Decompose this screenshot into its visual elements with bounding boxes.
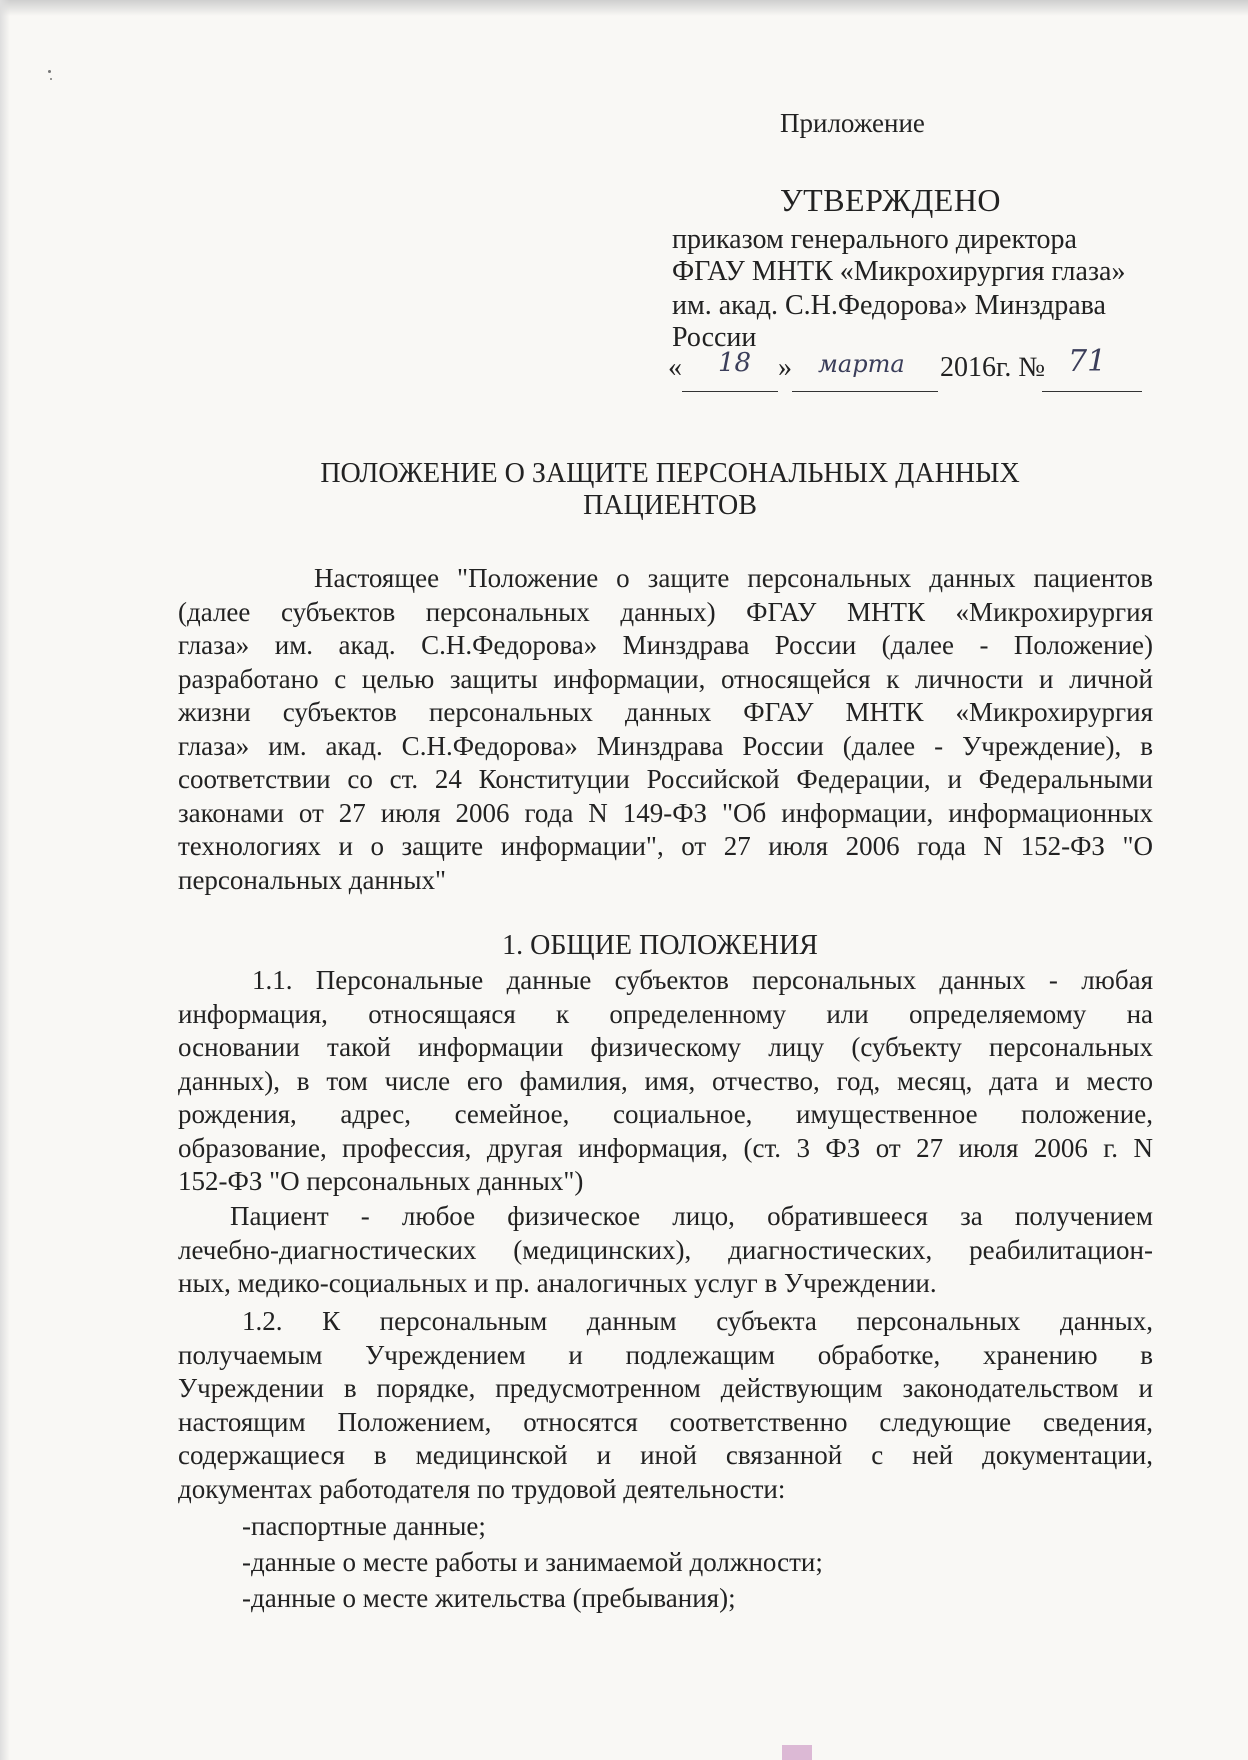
text-line: законами от 27 июля 2006 года N 149-ФЗ "Об информации, информационных xyxy=(178,797,1153,828)
list-item: -данные о месте жительства (пребывания); xyxy=(242,1583,736,1613)
patient-definition xyxy=(178,1200,1153,1301)
clause-1-2 xyxy=(178,1305,1153,1506)
approval-date-row xyxy=(668,344,1168,396)
text-line: 1.1. Персональные данные субъектов персональных данных - любая xyxy=(252,965,1153,995)
order-line: приказом генерального директора xyxy=(672,224,1077,255)
text-line: глаза» им. акад. С.Н.Федорова» Минздрава России (далее - Положение) xyxy=(178,630,1153,660)
text-line: жизни субъектов персональных данных ФГАУ МНТК «Микрохирургия xyxy=(178,697,1153,727)
text-line: информация, относящаяся к определенному или определяемому на xyxy=(178,998,1153,1029)
stamp-fragment xyxy=(782,1745,812,1760)
list-item: -паспортные данные; xyxy=(242,1511,486,1541)
text-line: Пациент - любое физическое лицо, обратившееся за получением xyxy=(230,1201,1153,1231)
appendix-label: Приложение xyxy=(780,108,925,138)
list-item: -данные о месте работы и занимаемой должности; xyxy=(242,1547,823,1577)
text-line: документах работодателя по трудовой деятельности: xyxy=(178,1473,786,1504)
date-year-number: 2016г. № xyxy=(940,352,1046,383)
text-line: образование, профессия, другая информация, (ст. 3 ФЗ от 27 июля 2006 г. N xyxy=(178,1132,1153,1163)
handwritten-number: 71 xyxy=(1068,344,1107,379)
text-line: ных, медико-социальных и пр. аналогичных услуг в Учреждении. xyxy=(178,1268,937,1298)
text-line: 152-ФЗ "О персональных данных") xyxy=(178,1166,584,1196)
text-line: Учреждении в порядке, предусмотренном действующим законодательством и xyxy=(178,1373,1153,1403)
text-line: разработано с целью защиты информации, относящейся к личности и личной xyxy=(178,663,1153,694)
text-line: лечебно-диагностических (медицинских), диагностических, реабилитацион- xyxy=(178,1234,1153,1265)
section-heading: 1. ОБЩИЕ ПОЛОЖЕНИЯ xyxy=(502,930,818,961)
text-line: технологиях и о защите информации", от 27 июля 2006 года N 152-ФЗ "О xyxy=(178,831,1153,861)
day-blank xyxy=(682,391,778,392)
handwritten-month: марта xyxy=(818,350,905,378)
scan-speck xyxy=(50,78,52,80)
approved-heading: УТВЕРЖДЕНО xyxy=(780,182,1002,218)
text-line: соответствии со ст. 24 Конституции Российской Федерации, и Федеральными xyxy=(178,764,1153,794)
scan-edge-left xyxy=(0,0,10,1760)
order-line: им. акад. С.Н.Федорова» Минздрава xyxy=(672,290,1106,321)
text-line: получаемым Учреждением и подлежащим обработке, хранению в xyxy=(178,1339,1153,1370)
text-line: настоящим Положением, относятся соответственно следующие сведения, xyxy=(178,1406,1153,1437)
document-title-line1: ПОЛОЖЕНИЕ О ЗАЩИТЕ ПЕРСОНАЛЬНЫХ ДАННЫХ xyxy=(320,458,1020,489)
text-line: рождения, адрес, семейное, социальное, имущественное положение, xyxy=(178,1099,1153,1129)
text-line: персональных данных" xyxy=(178,864,446,895)
text-line: данных), в том числе его фамилия, имя, отчество, год, месяц, дата и место xyxy=(178,1065,1153,1096)
order-line: ФГАУ МНТК «Микрохирургия глаза» xyxy=(672,256,1126,287)
handwritten-day: 18 xyxy=(718,348,752,378)
month-blank xyxy=(792,391,938,392)
personal-data-list xyxy=(242,1508,823,1616)
intro-paragraph xyxy=(178,562,1153,897)
text-line: (далее субъектов персональных данных) ФГАУ МНТК «Микрохирургия xyxy=(178,596,1153,627)
date-close-quote: » xyxy=(778,352,792,383)
date-open-quote: « xyxy=(668,352,682,383)
order-line: России xyxy=(672,322,757,353)
text-line: глаза» им. акад. С.Н.Федорова» Минздрава России (далее - Учреждение), в xyxy=(178,730,1153,761)
text-line: Настоящее "Положение о защите персональных данных пациентов xyxy=(314,563,1153,593)
text-line: содержащиеся в медицинской и иной связанной с ней документации, xyxy=(178,1440,1153,1470)
number-blank xyxy=(1042,391,1142,392)
text-line: 1.2. К персональным данным субъекта персональных данных, xyxy=(242,1306,1153,1336)
document-title-line2: ПАЦИЕНТОВ xyxy=(583,490,757,521)
clause-1-1 xyxy=(178,964,1153,1199)
text-line: основании такой информации физическому лицу (субъекту персональных xyxy=(178,1032,1153,1062)
scan-edge-top xyxy=(0,0,1248,16)
scan-speck xyxy=(48,70,51,73)
